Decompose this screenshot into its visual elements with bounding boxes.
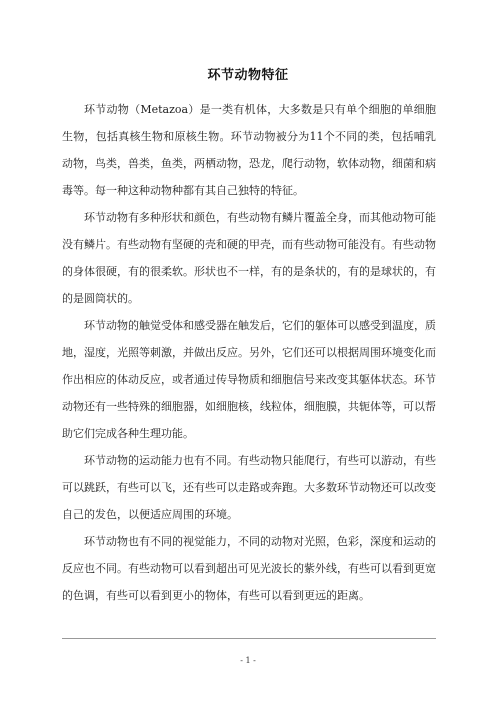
paragraph-5: 环节动物也有不同的视觉能力，不同的动物对光照，色彩，深度和运动的反应也不同。有些动物可以看到超出可见光波长的紫外线，有些可以看到更宽的色调，有些可以看到更小的物体，有些可以看到更远的距离。 [62, 535, 436, 602]
page-number: - 1 - [240, 656, 256, 665]
paragraph-3: 环节动物的触觉受体和感受器在触发后，它们的躯体可以感受到温度，质地，湿度，光照等刺激，并做出反应。另外，它们还可以根据周围环境变化而作出相应的体动反应，或者通过传导物质和细胞信号来改变其躯体状态。环节动物还有一些特殊的细胞器，如细胞核，线粒体，细胞膜，共轭体等，可以帮助它们完成各种生理功能。 [62, 319, 436, 440]
footer-divider [62, 638, 436, 639]
document-title: 环节动物特征 [207, 68, 289, 83]
document-body [62, 96, 436, 609]
paragraph-1: 环节动物（Metazoa）是一类有机体，大多数是只有单个细胞的单细胞生物，包括真核生物和原核生物。环节动物被分为11个不同的类，包括哺乳动物，鸟类，兽类，鱼类，两栖动物，恐龙，爬行动物，软体动物，细菌和病毒等。每一种这种动物种都有其自己独特的特征。 [62, 103, 436, 197]
paragraph-2: 环节动物有多种形状和颜色，有些动物有鳞片覆盖全身，而其他动物可能没有鳞片。有些动物有坚硬的壳和硬的甲壳，而有些动物可能没有。有些动物的身体很硬，有的很柔软。形状也不一样，有的是条状的，有的是球状的，有的是圆筒状的。 [62, 211, 436, 305]
paragraph-4: 环节动物的运动能力也有不同。有些动物只能爬行，有些可以游动，有些可以跳跃，有些可以飞，还有些可以走路或奔跑。大多数环节动物还可以改变自己的发色，以便适应周围的环境。 [62, 454, 436, 521]
